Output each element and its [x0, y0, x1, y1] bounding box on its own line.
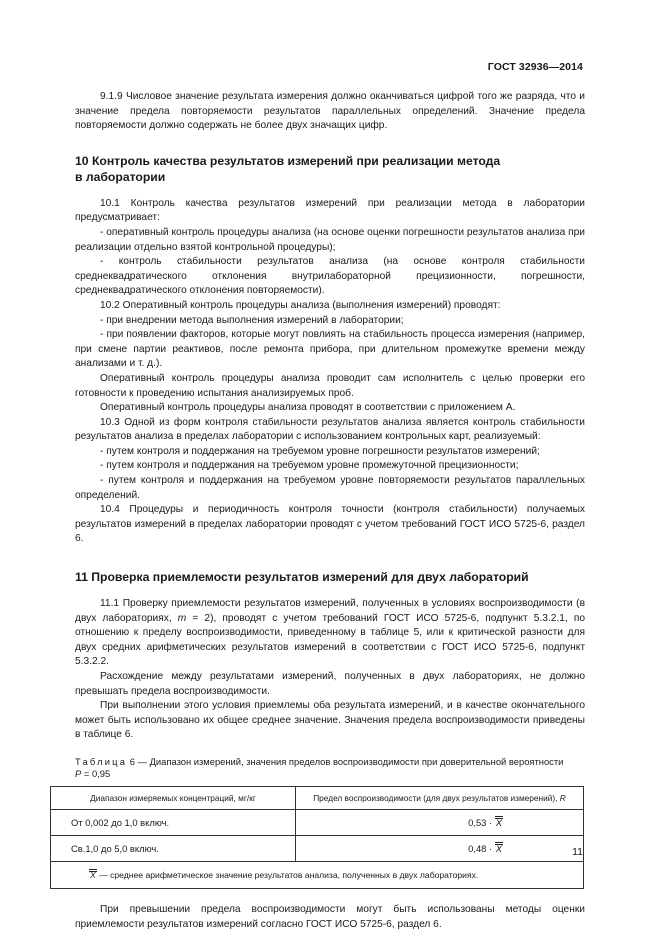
list-item: - при появлении факторов, которые могут повлиять на стабильность процесса измерения (например, при смене партии реактивов, после ремонта прибора, при длительном промежутке времени между анализами и т. д.). — [75, 329, 585, 370]
table-caption-probability: = 0,95 — [81, 767, 111, 779]
paragraph: Оперативный контроль процедуры анализа проводят в соответствии с приложением А. — [100, 402, 516, 414]
list-item: - контроль стабильности результатов анализа (на основе контроля стабильности среднеквадратического отклонения внутрилабораторной прецизионности, погрешности, среднеквадратического отклонения повторяемости). — [75, 256, 585, 297]
symbol-p: P — [75, 767, 82, 779]
section-11-heading: 11 Проверка приемлемости результатов измерений для двух лабораторий — [75, 570, 529, 585]
list-item: - путем контроля и поддержания на требуемом уровне погрешности результатов измерений; — [100, 445, 540, 457]
document-header: ГОСТ 32936—2014 — [487, 61, 583, 73]
mean-symbol: X — [495, 816, 502, 828]
page-content — [71, 90, 586, 932]
section-10-heading-line2: в лаборатории — [75, 169, 166, 184]
table-row — [51, 809, 584, 835]
text-run: 11.1 Проверку приемлемости результатов измерений, полученных в условиях воспроизводимости (в двух лабораториях, — [75, 598, 585, 624]
table-row — [51, 835, 584, 861]
paragraph-11-1 — [75, 597, 585, 670]
list-item: - оперативный контроль процедуры анализа (на основе оценки погрешности результатов анализа при реализации отдельно взятой контрольной процедуры); — [75, 226, 585, 253]
paragraph-9-1-9: 9.1.9 Числовое значение результата измерения должно оканчиваться цифрой того же разряда, что и значение предела повторяемости результатов параллельных определений. Значение предела повторяемости должно содержать не более двух значащих цифр. — [75, 91, 585, 132]
table-caption-text: — Диапазон измерений, значения пределов воспроизводимости при доверительной вероятности — [135, 755, 564, 767]
paragraph: При выполнении этого условия приемлемы оба результата измерений, и в качестве окончательного может быть использовано их общее среднее значение. Значения предела воспроизводимости приведены в таблице 6. — [75, 700, 585, 741]
page-number: 11 — [572, 846, 583, 858]
table-cell — [296, 809, 584, 835]
paragraph: 10.4 Процедуры и периодичность контроля точности (контроля стабильности) получаемых результатов измерений в пределах лаборатории проводят с учетом требований ГОСТ ИСО 5725-6, раздел 6. — [75, 504, 585, 545]
mean-symbol: X — [90, 869, 96, 880]
table-cell: Св.1,0 до 5,0 включ. — [51, 835, 296, 861]
table-note — [51, 861, 584, 888]
final-paragraph: При превышении предела воспроизводимости могут быть использованы методы оценки приемлемости результатов измерений согласно ГОСТ ИСО 5725-6, раздел 6. — [75, 903, 585, 930]
paragraph: 10.3 Одной из форм контроля стабильности результатов анализа является контроль стабильности результатов анализа в пределах лаборатории с использованием контрольных карт, реализуемый: — [75, 416, 585, 443]
paragraph: 10.1 Контроль качества результатов измерений при реализации метода в лаборатории предусматривает: — [75, 197, 585, 224]
text-run: = 2), проводят с учетом требований ГОСТ ИСО 5725-6, подпункт 5.3.2.1, по отношению к пределу воспроизводимости, приведенному в таблице 5, или к критической разности для двух средних арифметических результатов измерений в соответствии с ГОСТ ИСО 5725-6, подпункт 5.3.2.2. — [75, 612, 586, 668]
table-note-row — [51, 861, 584, 888]
table-caption — [75, 756, 585, 780]
note-text: — среднее арифметическое значение результатов анализа, полученных в двух лабораториях. — [96, 869, 479, 880]
symbol-r: R — [559, 792, 566, 803]
table-cell: От 0,002 до 1,0 включ. — [51, 809, 296, 835]
symbol-m: m — [177, 612, 187, 624]
section-10-heading — [75, 153, 585, 185]
section-10-heading-line1: 10 Контроль качества результатов измерений при реализации метода — [75, 153, 501, 168]
section-11-body — [75, 597, 585, 743]
paragraph: 10.2 Оперативный контроль процедуры анализа (выполнения измерений) проводят: — [100, 299, 501, 311]
coef-value: 0,53 · — [468, 816, 493, 828]
list-item: - при внедрении метода выполнения измерений в лаборатории; — [100, 314, 404, 326]
table-caption-label: Таблица — [75, 755, 128, 767]
table-header-cell: Диапазон измеряемых концентраций, мг/кг — [51, 786, 296, 809]
table-header-cell — [296, 786, 584, 809]
coef-value: 0,48 · — [468, 842, 493, 854]
reproducibility-table — [50, 786, 584, 889]
mean-symbol: X — [495, 842, 502, 854]
paragraph: Оперативный контроль процедуры анализа проводит сам исполнитель с целью проверки его готовности к проведению испытания анализируемых проб. — [75, 372, 585, 399]
list-item: - путем контроля и поддержания на требуемом уровне промежуточной прецизионности; — [100, 460, 519, 472]
table-cell — [296, 835, 584, 861]
table-header-row — [51, 786, 584, 809]
table-caption-number: 6 — [129, 755, 135, 767]
header-text: Предел воспроизводимости (для двух результатов измерений), — [313, 792, 560, 803]
paragraph: Расхождение между результатами измерений, полученных в двух лабораториях, не должно превышать предела воспроизводимости. — [75, 671, 585, 697]
section-10-body — [75, 197, 585, 547]
list-item: - путем контроля и поддержания на требуемом уровне повторяемости результатов параллельных определений. — [75, 475, 585, 501]
